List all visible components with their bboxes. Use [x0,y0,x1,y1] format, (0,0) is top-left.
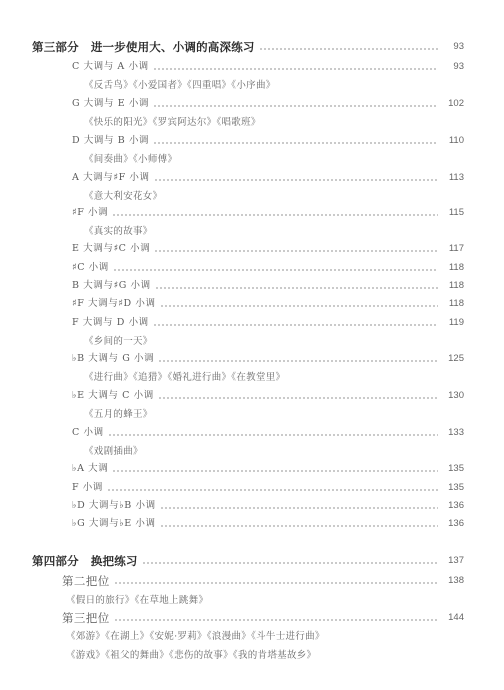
leader-dots [160,516,438,532]
toc-pieces: 《戏剧插曲》 [84,446,143,457]
toc-entry[interactable]: ♭D 大调与♭B 小调 136 [72,498,464,514]
toc-pieces: 《快乐的阳光》《罗宾阿达尔》《唱歌班》 [84,117,261,128]
toc-entry[interactable]: G 大调与 E 小调 102 [72,96,464,112]
leader-dots [107,480,438,496]
leader-dots [112,461,438,477]
leader-dots [153,96,438,112]
part-title: 第三部分 进一步使用大、小调的高深练习 [32,40,255,54]
toc-entry[interactable]: ♯F 小调 115 [72,205,464,221]
leader-dots [155,278,438,294]
toc-pieces: 《间奏曲》《小师傅》 [84,154,178,165]
part-title: 第四部分 换把练习 [32,554,138,568]
leader-dots [154,241,438,257]
leader-dots [108,425,438,441]
toc-entry[interactable]: B 大调与♯G 小调 118 [72,278,464,294]
toc-pieces: 《意大利安花女》 [84,191,163,202]
toc-entry[interactable]: A 大调与♯F 小调 113 [72,170,464,186]
leader-dots [142,553,438,569]
toc-entry[interactable]: F 大调与 D 小调 119 [72,315,464,331]
leader-dots [259,39,438,55]
toc-part-3[interactable] [32,39,464,55]
toc-entry[interactable]: ♭G 大调与♭E 小调 136 [72,516,464,532]
leader-dots [160,498,438,514]
toc-pieces: 《进行曲》《追猎》《婚礼进行曲》《在教堂里》 [84,372,286,383]
toc-entry[interactable]: E 大调与♯C 小调 117 [72,241,464,257]
toc-entry[interactable]: ♭B 大调与 G 小调 125 [72,351,464,367]
toc-pieces: 《反舌鸟》《小爱国者》《四重唱》《小序曲》 [84,80,276,91]
toc-entry[interactable]: F 小调 135 [72,480,464,496]
leader-dots [154,170,438,186]
leader-dots [153,133,438,149]
leader-dots [113,260,438,276]
page-number: 137 [448,555,464,566]
leader-dots [160,296,438,312]
toc-pieces: 《郊游》《在湖上》《安妮·罗莉》《浪漫曲》《斗牛士进行曲》 [66,631,325,642]
leader-dots [112,205,438,221]
leader-dots [114,573,438,589]
toc-pieces: 《假日的旅行》《在草地上跳舞》 [66,595,209,606]
toc-entry[interactable]: 第二把位 138 [62,574,464,588]
toc-entry[interactable]: C 小调 133 [72,425,464,441]
page-number: 93 [453,41,464,52]
toc-part-4[interactable] [32,553,464,569]
toc-entry[interactable]: ♭A 大调 135 [72,461,464,477]
toc-pieces: 《乡间的一天》 [84,336,153,347]
toc-entry[interactable]: 第三把位 144 [62,611,464,625]
leader-dots [153,315,438,331]
leader-dots [158,351,438,367]
leader-dots [153,59,438,75]
leader-dots [158,388,438,404]
leader-dots [114,610,438,626]
toc-pieces: 《游戏》《祖父的舞曲》《悲伤的故事》《我的肯塔基故乡》 [66,650,317,661]
toc-entry[interactable]: ♭E 大调与 C 小调 130 [72,388,464,404]
toc-entry[interactable]: C 大调与 A 小调 93 [72,59,464,75]
toc-pieces: 《五月的蜂王》 [84,409,153,420]
toc-entry[interactable]: ♯C 小调 118 [72,260,464,276]
toc-entry[interactable]: ♯F 大调与♯D 小调 118 [72,296,464,312]
toc-pieces: 《真实的故事》 [84,226,153,237]
toc-entry[interactable]: D 大调与 B 小调 110 [72,133,464,149]
